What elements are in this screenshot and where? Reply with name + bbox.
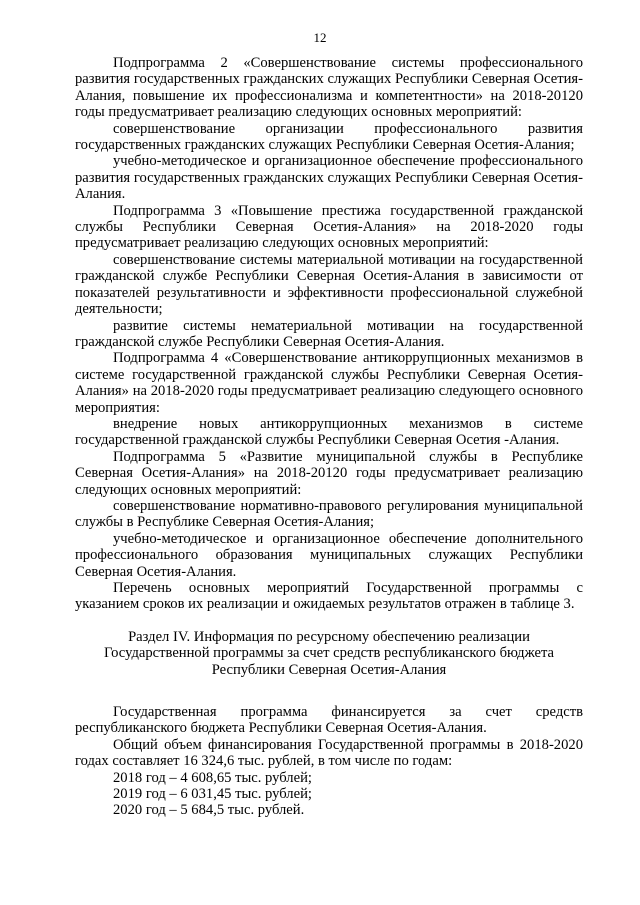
financing-year-2020: 2020 год – 5 684,5 тыс. рублей.	[113, 802, 305, 819]
paragraph-table-reference: Перечень основных мероприятий Государственной программы с указанием сроков их реализации и ожидаемых результатов отражен в таблице 3.	[75, 580, 583, 613]
paragraph-subprogram-5: Подпрограмма 5 «Развитие муниципальной службы в Республике Северная Осетия-Алания» на 2018-20120 годы предусматривает реализацию следующих основных мероприятий:	[75, 448, 583, 498]
paragraph-subprogram-3: Подпрограмма 3 «Повышение престижа государственной гражданской службы Республики Северная Осетия-Алания» на 2018-2020 годы предусматривает реализацию следующих основных мероприятий:	[75, 202, 583, 252]
section-heading	[75, 629, 583, 678]
paragraph-measure-3-2: развитие системы нематериальной мотивации на государственной гражданской службе Республики Северная Осетия-Алания.	[75, 317, 583, 350]
paragraph-financing-total: Общий объем финансирования Государственной программы в 2018-2020 годах составляет 16 324,6 тыс. рублей, в том числе по годам:	[75, 736, 583, 770]
paragraph-subprogram-2: Подпрограмма 2 «Совершенствование системы профессионального развития государственных гражданских служащих Республики Северная Осетия-Алания, повышение их профессионализма и компетентности» на 2018-20120 годы предусматривает реализацию следующих основных мероприятий:	[75, 55, 583, 121]
financing-year-2018: 2018 год – 4 608,65 тыс. рублей;	[113, 769, 312, 786]
paragraph-financing-source: Государственная программа финансируется за счет средств республиканского бюджета Республики Северная Осетия-Алания.	[75, 704, 583, 737]
page-number: 12	[313, 30, 327, 45]
paragraph-measure-4-1: внедрение новых антикоррупционных механизмов в системе государственной гражданской службы Республики Северная Осетия -Алания.	[75, 415, 583, 449]
section-heading-line-1: Раздел IV. Информация по ресурсному обеспечению реализации	[128, 628, 530, 645]
paragraph-measure-5-2: учебно-методическое и организационное обеспечение дополнительного профессионального образования муниципальных служащих Республики Северная Осетия-Алания.	[75, 530, 583, 580]
paragraph-measure-3-1: совершенствование системы материальной мотивации на государственной гражданской службе Республики Северная Осетия-Алания в зависимости от показателей результативности и эффективности профессиональной служебной деятельности;	[75, 251, 583, 318]
document-body	[75, 55, 583, 819]
heading-spacer	[75, 678, 583, 704]
financing-year-2019: 2019 год – 6 031,45 тыс. рублей;	[113, 786, 312, 803]
paragraph-measure-2-2: учебно-методическое и организационное обеспечение профессионального развития государственных гражданских служащих Республики Северная Осетия-Алания.	[75, 153, 583, 203]
paragraph-measure-5-1: совершенствование нормативно-правового регулирования муниципальной службы в Республике Северная Осетия-Алания;	[75, 497, 583, 531]
paragraph-subprogram-4: Подпрограмма 4 «Совершенствование антикоррупционных механизмов в системе государственной гражданской службы Республики Северная Осетия-Алания» на 2018-2020 годы предусматривает реализацию следующего основного мероприятия:	[75, 350, 583, 416]
paragraph-measure-2-1: совершенствование организации профессионального развития государственных гражданских служащих Республики Северная Осетия-Алания;	[75, 120, 583, 154]
section-heading-line-3: Республики Северная Осетия-Алания	[211, 661, 447, 678]
section-heading-line-2: Государственной программы за счет средств республиканского бюджета	[103, 645, 555, 662]
